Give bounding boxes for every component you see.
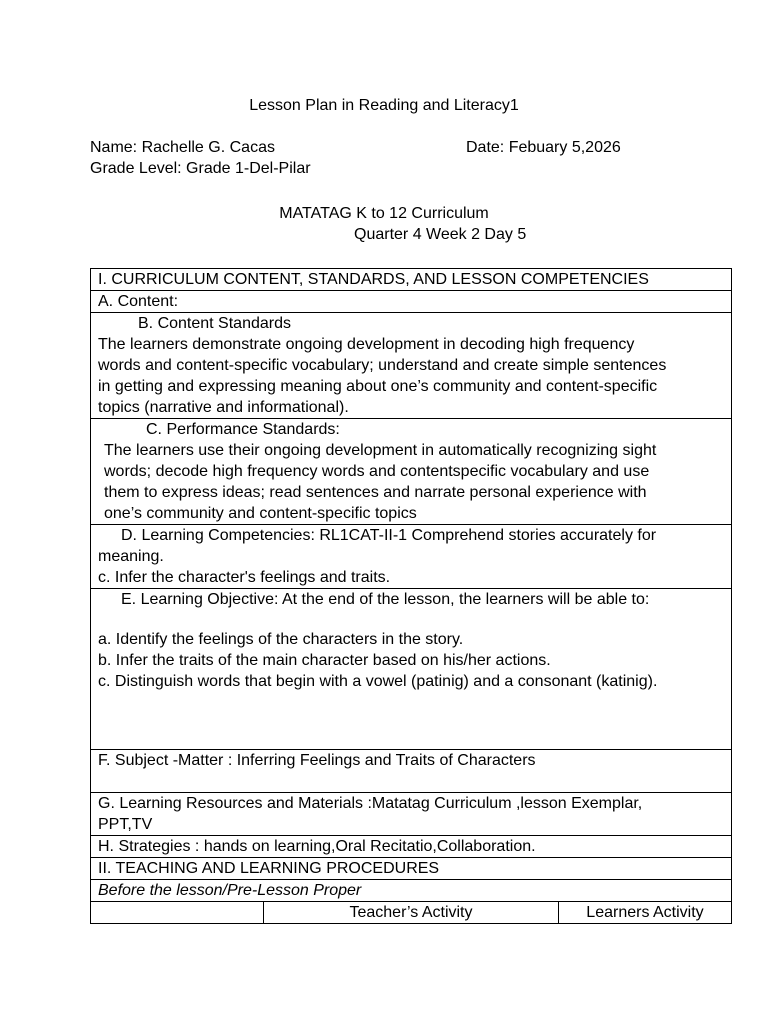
content-standards-heading: B. Content Standards: [138, 315, 291, 332]
teacher-name: Name: Rachelle G. Cacas: [90, 139, 275, 156]
table-row: [91, 750, 732, 793]
pre-lesson-label: Before the lesson/Pre-Lesson Proper: [91, 880, 732, 902]
learning-resources-line: PPT,TV: [98, 816, 153, 833]
content-standards-line: topics (narrative and informational).: [98, 399, 349, 416]
quarter-week-day: Quarter 4 Week 2 Day 5: [354, 226, 527, 243]
table-row: [91, 269, 732, 291]
table-row: [91, 589, 732, 750]
learning-objective-heading: E. Learning Objective: At the end of the lesson, the learners will be able to:: [121, 591, 650, 608]
document-title: Lesson Plan in Reading and Literacy1: [249, 97, 519, 114]
lesson-date: Date: Febuary 5,2026: [466, 139, 621, 156]
performance-standards-line: The learners use their ongoing development in automatically recognizing sight: [104, 442, 657, 459]
table-row: [91, 313, 732, 419]
empty-column-header: [91, 902, 264, 923]
content-standards-line: words and content-specific vocabulary; understand and create simple sentences: [98, 357, 667, 374]
strategies-cell: H. Strategies : hands on learning,Oral Recitatio,Collaboration.: [91, 836, 732, 858]
learning-competencies-line: c. Infer the character's feelings and traits.: [98, 569, 391, 586]
table-row: [91, 902, 732, 924]
learning-objective-item: c. Distinguish words that begin with a vowel (patinig) and a consonant (katinig).: [98, 673, 658, 690]
section-curriculum-heading: I. CURRICULUM CONTENT, STANDARDS, AND LESSON COMPETENCIES: [91, 269, 732, 291]
table-row: [91, 836, 732, 858]
content-label: A. Content:: [91, 291, 732, 313]
learning-resources-cell: [91, 793, 732, 836]
activity-header-cell: [91, 902, 732, 924]
performance-standards-cell: [91, 419, 732, 525]
table-row: [91, 419, 732, 525]
learning-objective-cell: [91, 589, 732, 750]
table-row: [91, 525, 732, 589]
learning-objective-item: b. Infer the traits of the main character based on his/her actions.: [98, 652, 551, 669]
learning-competencies-line: meaning.: [98, 548, 164, 565]
curriculum-title: MATATAG K to 12 Curriculum: [279, 205, 489, 222]
table-row: [91, 880, 732, 902]
learning-resources-line: G. Learning Resources and Materials :Matatag Curriculum ,lesson Exemplar,: [98, 795, 643, 812]
content-standards-line: The learners demonstrate ongoing development in decoding high frequency: [98, 336, 635, 353]
teacher-activity-header: Teacher’s Activity: [264, 902, 559, 923]
performance-standards-line: words; decode high frequency words and contentspecific vocabulary and use: [104, 463, 650, 480]
learning-competencies-cell: [91, 525, 732, 589]
lesson-plan-table: [90, 268, 732, 924]
learning-objective-item: a. Identify the feelings of the characters in the story.: [98, 631, 464, 648]
table-row: [91, 793, 732, 836]
grade-level: Grade Level: Grade 1-Del-Pilar: [90, 160, 311, 177]
section-procedures-heading: II. TEACHING AND LEARNING PROCEDURES: [91, 858, 732, 880]
content-standards-cell: [91, 313, 732, 419]
performance-standards-line: them to express ideas; read sentences and narrate personal experience with: [104, 484, 647, 501]
content-standards-line: in getting and expressing meaning about one’s community and content-specific: [98, 378, 658, 395]
learners-activity-header: Learners Activity: [559, 902, 732, 923]
table-row: [91, 858, 732, 880]
learning-competencies-line: D. Learning Competencies: RL1CAT-II-1 Comprehend stories accurately for: [121, 527, 657, 544]
performance-standards-heading: C. Performance Standards:: [146, 421, 340, 438]
subject-matter-cell: F. Subject -Matter : Inferring Feelings and Traits of Characters: [91, 750, 732, 793]
performance-standards-line: one’s community and content-specific topics: [104, 505, 417, 522]
table-row: [91, 291, 732, 313]
activity-header-table: [91, 902, 731, 923]
